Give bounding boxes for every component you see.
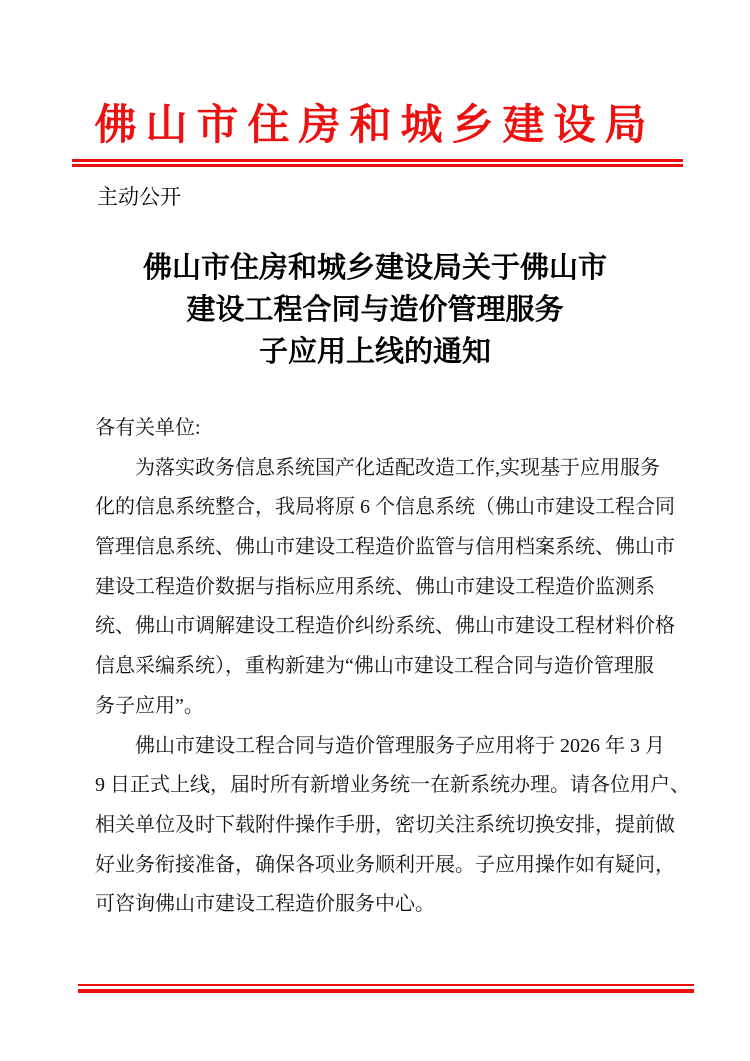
body-line: 信息采编系统），重构新建为“佛山市建设工程合同与造价管理服: [95, 655, 654, 678]
body-line: 相关单位及时下载附件操作手册，密切关注系统切换安排，提前做: [95, 813, 675, 836]
body-line: 好业务衔接准备，确保各项业务顺利开展。子应用操作如有疑问，: [95, 853, 675, 876]
body-line: 为落实政务信息系统国产化适配改造工作,实现基于应用服务: [135, 456, 660, 479]
header-divider-line: [72, 159, 683, 167]
body-line: 化的信息系统整合，我局将原 6 个信息系统（佛山市建设工程合同: [95, 496, 675, 519]
title-line-3: 子应用上线的通知: [258, 336, 491, 368]
document-body: [95, 409, 690, 925]
body-line: 可咨询佛山市建设工程造价服务中心。: [95, 893, 435, 916]
body-line: 管理信息系统、佛山市建设工程造价监管与信用档案系统、佛山市: [95, 536, 675, 559]
body-line: 建设工程造价数据与指标应用系统、佛山市建设工程造价监测系: [95, 575, 655, 598]
document-title: [0, 247, 750, 373]
body-line: 佛山市建设工程合同与造价管理服务子应用将于 2026 年 3 月: [135, 734, 665, 757]
agency-masthead: 佛山市住房和城乡建设局: [94, 103, 656, 149]
body-line: 务子应用”。: [95, 694, 204, 717]
footer-divider-line: [78, 984, 694, 993]
body-line: 各有关单位:: [95, 417, 201, 439]
disclosure-label: 主动公开: [97, 186, 181, 209]
title-line-2: 建设工程合同与造价管理服务: [186, 294, 564, 326]
body-line: 统、佛山市调解建设工程造价纠纷系统、佛山市建设工程材料价格: [95, 615, 675, 638]
title-line-1: 佛山市住房和城乡建设局关于佛山市: [142, 252, 607, 284]
body-line: 9 日正式上线，届时所有新增业务统一在新系统办理。请各位用户、: [95, 774, 690, 797]
